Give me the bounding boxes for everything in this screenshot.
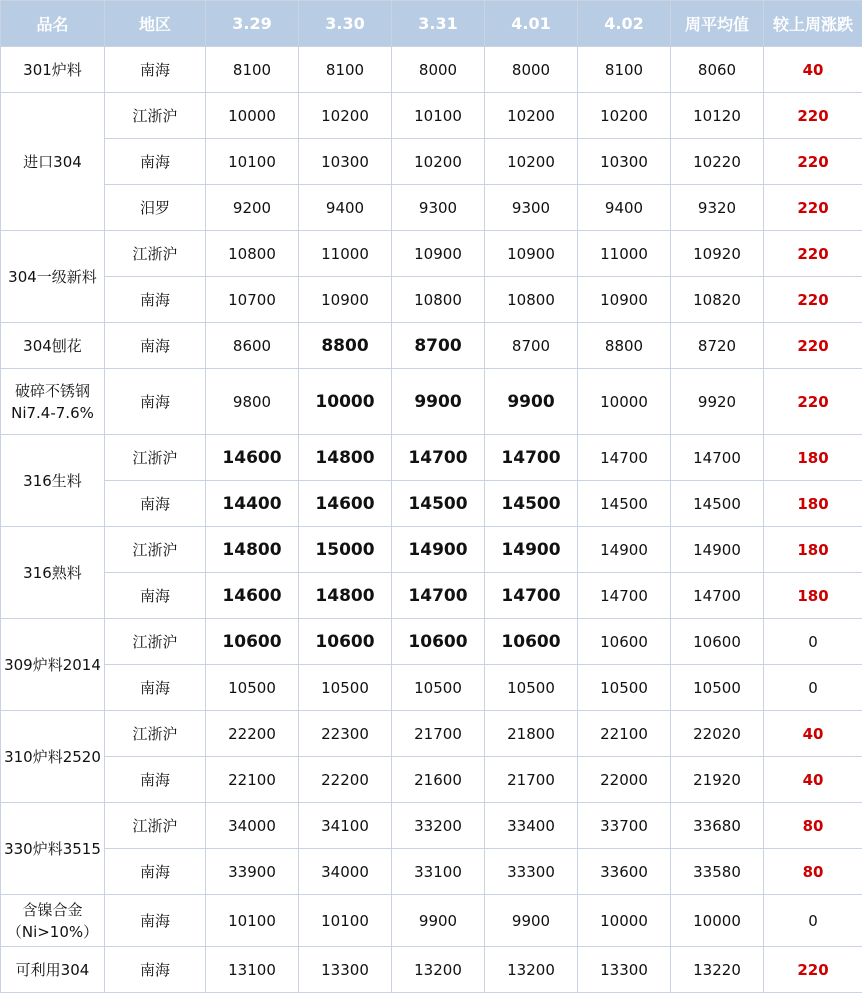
region: 南海 bbox=[105, 323, 206, 369]
weekly-average: 8720 bbox=[671, 323, 764, 369]
price-cell: 14500 bbox=[578, 481, 671, 527]
weekly-change: 40 bbox=[764, 711, 862, 757]
weekly-average: 22020 bbox=[671, 711, 764, 757]
table-row bbox=[1, 481, 862, 527]
price-cell: 9900 bbox=[485, 369, 578, 435]
table-row bbox=[1, 323, 862, 369]
price-cell: 10600 bbox=[392, 619, 485, 665]
price-cell: 9400 bbox=[578, 185, 671, 231]
header-row bbox=[1, 1, 862, 47]
price-cell: 9900 bbox=[392, 895, 485, 947]
product-name: 309炉料2014 bbox=[1, 619, 105, 711]
table-row bbox=[1, 665, 862, 711]
price-cell: 21700 bbox=[485, 757, 578, 803]
table-row bbox=[1, 527, 862, 573]
price-cell: 10200 bbox=[485, 139, 578, 185]
price-cell: 21600 bbox=[392, 757, 485, 803]
price-cell: 10000 bbox=[206, 93, 299, 139]
header-date-2: 3.30 bbox=[299, 1, 392, 47]
weekly-average: 14700 bbox=[671, 435, 764, 481]
price-cell: 8100 bbox=[299, 47, 392, 93]
header-weekly-average: 周平均值 bbox=[671, 1, 764, 47]
region: 江浙沪 bbox=[105, 527, 206, 573]
price-cell: 14900 bbox=[485, 527, 578, 573]
product-name: 可利用304 bbox=[1, 947, 105, 993]
price-cell: 34100 bbox=[299, 803, 392, 849]
price-cell: 10500 bbox=[392, 665, 485, 711]
price-cell: 10800 bbox=[206, 231, 299, 277]
price-cell: 14800 bbox=[299, 573, 392, 619]
region: 南海 bbox=[105, 481, 206, 527]
table-row bbox=[1, 277, 862, 323]
weekly-change: 220 bbox=[764, 93, 862, 139]
weekly-average: 10920 bbox=[671, 231, 764, 277]
product-name: 含镍合金 （Ni>10%） bbox=[1, 895, 105, 947]
table-row bbox=[1, 231, 862, 277]
price-cell: 33200 bbox=[392, 803, 485, 849]
table-row bbox=[1, 435, 862, 481]
weekly-average: 33680 bbox=[671, 803, 764, 849]
price-cell: 10100 bbox=[206, 139, 299, 185]
region: 南海 bbox=[105, 573, 206, 619]
price-cell: 10900 bbox=[485, 231, 578, 277]
region: 江浙沪 bbox=[105, 93, 206, 139]
table-row bbox=[1, 185, 862, 231]
region: 江浙沪 bbox=[105, 803, 206, 849]
region: 南海 bbox=[105, 947, 206, 993]
weekly-average: 14900 bbox=[671, 527, 764, 573]
price-cell: 10200 bbox=[299, 93, 392, 139]
table-body bbox=[1, 47, 862, 993]
weekly-change: 220 bbox=[764, 369, 862, 435]
price-cell: 8100 bbox=[578, 47, 671, 93]
weekly-change: 180 bbox=[764, 435, 862, 481]
weekly-change: 80 bbox=[764, 803, 862, 849]
weekly-change: 180 bbox=[764, 527, 862, 573]
price-cell: 10300 bbox=[578, 139, 671, 185]
price-cell: 14500 bbox=[392, 481, 485, 527]
price-cell: 14800 bbox=[206, 527, 299, 573]
price-cell: 14400 bbox=[206, 481, 299, 527]
product-name: 316生料 bbox=[1, 435, 105, 527]
region: 江浙沪 bbox=[105, 619, 206, 665]
product-name: 301炉料 bbox=[1, 47, 105, 93]
region: 南海 bbox=[105, 47, 206, 93]
weekly-average: 10000 bbox=[671, 895, 764, 947]
table-row bbox=[1, 369, 862, 435]
region: 江浙沪 bbox=[105, 435, 206, 481]
header-region: 地区 bbox=[105, 1, 206, 47]
price-cell: 14700 bbox=[578, 573, 671, 619]
price-cell: 22100 bbox=[206, 757, 299, 803]
weekly-average: 10820 bbox=[671, 277, 764, 323]
price-cell: 13300 bbox=[578, 947, 671, 993]
price-cell: 33700 bbox=[578, 803, 671, 849]
weekly-change: 220 bbox=[764, 185, 862, 231]
price-cell: 10300 bbox=[299, 139, 392, 185]
price-cell: 10500 bbox=[206, 665, 299, 711]
region: 南海 bbox=[105, 665, 206, 711]
price-cell: 10200 bbox=[578, 93, 671, 139]
header-date-5: 4.02 bbox=[578, 1, 671, 47]
price-cell: 8100 bbox=[206, 47, 299, 93]
weekly-average: 10120 bbox=[671, 93, 764, 139]
weekly-change: 220 bbox=[764, 323, 862, 369]
weekly-average: 10600 bbox=[671, 619, 764, 665]
price-cell: 8700 bbox=[485, 323, 578, 369]
price-cell: 8800 bbox=[578, 323, 671, 369]
weekly-change: 220 bbox=[764, 947, 862, 993]
price-cell: 13300 bbox=[299, 947, 392, 993]
price-cell: 13200 bbox=[485, 947, 578, 993]
price-cell: 14600 bbox=[299, 481, 392, 527]
price-cell: 10000 bbox=[578, 369, 671, 435]
weekly-average: 10220 bbox=[671, 139, 764, 185]
price-cell: 33900 bbox=[206, 849, 299, 895]
table-row bbox=[1, 895, 862, 947]
weekly-change: 220 bbox=[764, 139, 862, 185]
table-row bbox=[1, 47, 862, 93]
price-cell: 22200 bbox=[206, 711, 299, 757]
price-cell: 10700 bbox=[206, 277, 299, 323]
table-row bbox=[1, 93, 862, 139]
weekly-change: 80 bbox=[764, 849, 862, 895]
price-cell: 33400 bbox=[485, 803, 578, 849]
price-cell: 10100 bbox=[392, 93, 485, 139]
product-name: 304一级新料 bbox=[1, 231, 105, 323]
header-weekly-change: 较上周涨跌 bbox=[764, 1, 862, 47]
weekly-change: 40 bbox=[764, 757, 862, 803]
table-row bbox=[1, 849, 862, 895]
region: 南海 bbox=[105, 277, 206, 323]
price-cell: 10500 bbox=[299, 665, 392, 711]
price-cell: 10600 bbox=[485, 619, 578, 665]
price-cell: 8700 bbox=[392, 323, 485, 369]
weekly-average: 14700 bbox=[671, 573, 764, 619]
table-row bbox=[1, 573, 862, 619]
price-cell: 10000 bbox=[578, 895, 671, 947]
price-cell: 9300 bbox=[485, 185, 578, 231]
weekly-change: 180 bbox=[764, 481, 862, 527]
price-cell: 10500 bbox=[485, 665, 578, 711]
region: 南海 bbox=[105, 895, 206, 947]
price-cell: 10900 bbox=[578, 277, 671, 323]
table-row bbox=[1, 947, 862, 993]
region: 汨罗 bbox=[105, 185, 206, 231]
price-cell: 10600 bbox=[299, 619, 392, 665]
product-name: 316熟料 bbox=[1, 527, 105, 619]
product-name: 破碎不锈钢 Ni7.4-7.6% bbox=[1, 369, 105, 435]
price-cell: 15000 bbox=[299, 527, 392, 573]
price-cell: 8000 bbox=[485, 47, 578, 93]
region: 南海 bbox=[105, 849, 206, 895]
price-cell: 11000 bbox=[578, 231, 671, 277]
weekly-change: 0 bbox=[764, 895, 862, 947]
weekly-average: 21920 bbox=[671, 757, 764, 803]
price-cell: 10000 bbox=[299, 369, 392, 435]
price-cell: 10100 bbox=[299, 895, 392, 947]
price-cell: 9200 bbox=[206, 185, 299, 231]
price-cell: 14800 bbox=[299, 435, 392, 481]
weekly-change: 220 bbox=[764, 231, 862, 277]
weekly-average: 8060 bbox=[671, 47, 764, 93]
price-cell: 10500 bbox=[578, 665, 671, 711]
weekly-change: 180 bbox=[764, 573, 862, 619]
price-cell: 33300 bbox=[485, 849, 578, 895]
price-cell: 22100 bbox=[578, 711, 671, 757]
price-cell: 21700 bbox=[392, 711, 485, 757]
table-row bbox=[1, 619, 862, 665]
region: 南海 bbox=[105, 757, 206, 803]
header-date-3: 3.31 bbox=[392, 1, 485, 47]
price-cell: 9900 bbox=[485, 895, 578, 947]
price-cell: 13200 bbox=[392, 947, 485, 993]
price-cell: 22200 bbox=[299, 757, 392, 803]
weekly-average: 9920 bbox=[671, 369, 764, 435]
region: 南海 bbox=[105, 369, 206, 435]
price-cell: 33100 bbox=[392, 849, 485, 895]
product-name: 310炉料2520 bbox=[1, 711, 105, 803]
price-cell: 10900 bbox=[299, 277, 392, 323]
price-cell: 22300 bbox=[299, 711, 392, 757]
price-cell: 34000 bbox=[206, 803, 299, 849]
price-cell: 14700 bbox=[392, 435, 485, 481]
table-row bbox=[1, 803, 862, 849]
weekly-change: 0 bbox=[764, 665, 862, 711]
price-cell: 10100 bbox=[206, 895, 299, 947]
product-name: 304刨花 bbox=[1, 323, 105, 369]
weekly-change: 40 bbox=[764, 47, 862, 93]
table-row bbox=[1, 757, 862, 803]
price-cell: 13100 bbox=[206, 947, 299, 993]
price-cell: 14700 bbox=[392, 573, 485, 619]
price-cell: 10600 bbox=[578, 619, 671, 665]
header-product: 品名 bbox=[1, 1, 105, 47]
price-cell: 9300 bbox=[392, 185, 485, 231]
product-name: 330炉料3515 bbox=[1, 803, 105, 895]
price-cell: 9900 bbox=[392, 369, 485, 435]
price-cell: 10600 bbox=[206, 619, 299, 665]
price-cell: 10800 bbox=[485, 277, 578, 323]
weekly-change: 0 bbox=[764, 619, 862, 665]
price-cell: 14500 bbox=[485, 481, 578, 527]
region: 南海 bbox=[105, 139, 206, 185]
price-cell: 8000 bbox=[392, 47, 485, 93]
header-date-4: 4.01 bbox=[485, 1, 578, 47]
weekly-average: 13220 bbox=[671, 947, 764, 993]
price-cell: 34000 bbox=[299, 849, 392, 895]
price-cell: 10200 bbox=[485, 93, 578, 139]
table-row bbox=[1, 711, 862, 757]
price-cell: 10800 bbox=[392, 277, 485, 323]
price-cell: 14700 bbox=[485, 435, 578, 481]
weekly-change: 220 bbox=[764, 277, 862, 323]
product-name: 进口304 bbox=[1, 93, 105, 231]
price-cell: 22000 bbox=[578, 757, 671, 803]
price-cell: 8800 bbox=[299, 323, 392, 369]
region: 江浙沪 bbox=[105, 231, 206, 277]
price-cell: 21800 bbox=[485, 711, 578, 757]
table-row bbox=[1, 139, 862, 185]
price-cell: 10200 bbox=[392, 139, 485, 185]
price-cell: 9400 bbox=[299, 185, 392, 231]
header-date-1: 3.29 bbox=[206, 1, 299, 47]
price-cell: 14700 bbox=[485, 573, 578, 619]
price-cell: 10900 bbox=[392, 231, 485, 277]
weekly-average: 10500 bbox=[671, 665, 764, 711]
region: 江浙沪 bbox=[105, 711, 206, 757]
price-cell: 11000 bbox=[299, 231, 392, 277]
weekly-average: 14500 bbox=[671, 481, 764, 527]
price-cell: 14600 bbox=[206, 573, 299, 619]
price-cell: 14900 bbox=[392, 527, 485, 573]
price-cell: 33600 bbox=[578, 849, 671, 895]
price-cell: 9800 bbox=[206, 369, 299, 435]
weekly-average: 33580 bbox=[671, 849, 764, 895]
price-cell: 14900 bbox=[578, 527, 671, 573]
weekly-average: 9320 bbox=[671, 185, 764, 231]
price-cell: 14600 bbox=[206, 435, 299, 481]
price-cell: 14700 bbox=[578, 435, 671, 481]
price-cell: 8600 bbox=[206, 323, 299, 369]
